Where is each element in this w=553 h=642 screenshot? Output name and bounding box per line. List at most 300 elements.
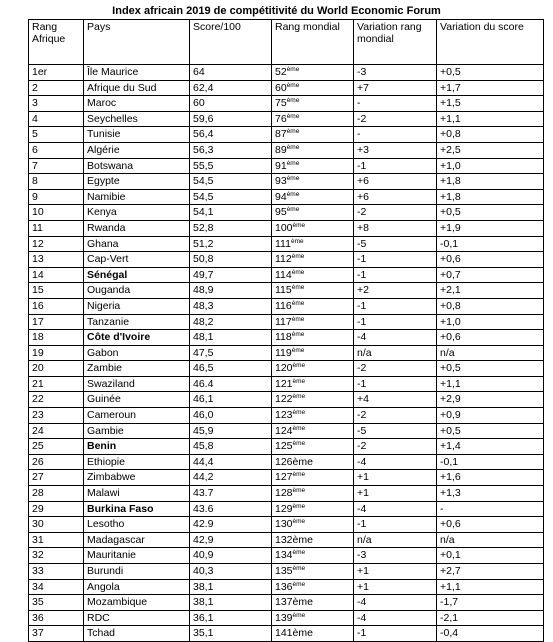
cell-rank-africa: 18 xyxy=(29,330,84,346)
table-row xyxy=(29,532,544,548)
world-rank-value: 60 xyxy=(275,81,287,94)
ordinal-suffix: ème xyxy=(291,299,305,307)
world-rank-value: 123 xyxy=(275,409,293,422)
cell-world-rank xyxy=(272,610,354,626)
cell-country: Cap-Vert xyxy=(84,252,190,268)
cell-country: Gabon xyxy=(84,345,190,361)
cell-score-change: +0,6 xyxy=(437,517,544,533)
world-rank-value: 75 xyxy=(275,97,287,110)
cell-country: Tanzanie xyxy=(84,314,190,330)
cell-country: Seychelles xyxy=(84,111,190,127)
world-rank-value: 132ème xyxy=(275,533,313,546)
cell-country: Île Maurice xyxy=(84,65,190,81)
cell-score: 56,3 xyxy=(190,142,272,158)
world-rank-value: 136 xyxy=(275,580,293,593)
cell-country: Zimbabwe xyxy=(84,470,190,486)
ordinal-suffix: ème xyxy=(286,97,300,105)
table-row xyxy=(29,626,544,642)
ordinal-suffix: ème xyxy=(286,175,300,183)
ordinal-suffix: ème xyxy=(292,440,306,448)
cell-rank-africa: 23 xyxy=(29,408,84,424)
cell-country: Maroc xyxy=(84,96,190,112)
world-rank-value: 112 xyxy=(275,253,292,266)
table-row xyxy=(29,158,544,174)
table-row xyxy=(29,376,544,392)
cell-country: Ethiopie xyxy=(84,454,190,470)
cell-world-rank-change: n/a xyxy=(354,532,437,548)
world-rank-value: 89 xyxy=(275,143,287,156)
cell-score: 56,4 xyxy=(190,127,272,143)
world-rank-value: 121 xyxy=(275,377,293,390)
table-row xyxy=(29,174,544,190)
cell-country: Burundi xyxy=(84,564,190,580)
cell-score-change: +1,5 xyxy=(437,96,544,112)
cell-score: 51,2 xyxy=(190,236,272,252)
cell-score-change: +0,5 xyxy=(437,205,544,221)
world-rank-value: 125 xyxy=(275,440,293,453)
world-rank-value: 130 xyxy=(275,518,293,531)
table-row xyxy=(29,236,544,252)
table-row xyxy=(29,142,544,158)
world-rank-value: 111 xyxy=(275,237,291,250)
cell-score: 52,8 xyxy=(190,220,272,236)
cell-world-rank xyxy=(272,439,354,455)
world-rank-value: 87 xyxy=(275,128,287,141)
cell-country: Mauritanie xyxy=(84,548,190,564)
table-title: Index africain 2019 de compétitivité du World Economic Forum xyxy=(112,5,441,17)
cell-score-change: +1,8 xyxy=(437,189,544,205)
cell-country: Sénégal xyxy=(84,267,190,283)
cell-world-rank xyxy=(272,65,354,81)
cell-world-rank xyxy=(272,252,354,268)
cell-world-rank xyxy=(272,298,354,314)
world-rank-value: 126ème xyxy=(275,455,313,468)
cell-score-change: +0,8 xyxy=(437,298,544,314)
header-row xyxy=(29,20,544,65)
cell-world-rank xyxy=(272,189,354,205)
table-row xyxy=(29,564,544,580)
cell-country: Benin xyxy=(84,439,190,455)
cell-world-rank-change: +6 xyxy=(354,189,437,205)
table-row xyxy=(29,470,544,486)
cell-world-rank-change: -1 xyxy=(354,376,437,392)
cell-score: 59,6 xyxy=(190,111,272,127)
cell-score: 62,4 xyxy=(190,80,272,96)
cell-score-change: +2,9 xyxy=(437,392,544,408)
ordinal-suffix: ème xyxy=(292,502,306,510)
table-row xyxy=(29,314,544,330)
world-rank-value: 129 xyxy=(275,502,293,515)
cell-score: 55,5 xyxy=(190,158,272,174)
cell-country: Côte d'Ivoire xyxy=(84,330,190,346)
cell-score-change: -2,1 xyxy=(437,610,544,626)
cell-world-rank xyxy=(272,517,354,533)
cell-score: 46.4 xyxy=(190,376,272,392)
cell-score-change: +1,7 xyxy=(437,80,544,96)
ordinal-suffix: ème xyxy=(291,253,305,261)
cell-rank-africa: 9 xyxy=(29,189,84,205)
cell-world-rank-change: -4 xyxy=(354,330,437,346)
ordinal-suffix: ème xyxy=(286,159,300,167)
cell-world-rank xyxy=(272,579,354,595)
cell-country: Egypte xyxy=(84,174,190,190)
world-rank-value: 76 xyxy=(275,112,287,125)
cell-world-rank-change: -3 xyxy=(354,65,437,81)
world-rank-value: 118 xyxy=(275,331,292,344)
cell-score-change: +1,0 xyxy=(437,158,544,174)
cell-score: 42,9 xyxy=(190,532,272,548)
cell-score-change: +1,4 xyxy=(437,439,544,455)
cell-world-rank xyxy=(272,376,354,392)
cell-world-rank-change: +1 xyxy=(354,470,437,486)
cell-rank-africa: 7 xyxy=(29,158,84,174)
cell-score-change: +1,1 xyxy=(437,111,544,127)
cell-world-rank xyxy=(272,127,354,143)
header-country: Pays xyxy=(84,20,190,65)
cell-rank-africa: 1er xyxy=(29,65,84,81)
ordinal-suffix: ème xyxy=(292,377,306,385)
cell-score: 42.9 xyxy=(190,517,272,533)
cell-world-rank-change: n/a xyxy=(354,345,437,361)
cell-score-change: -0,1 xyxy=(437,236,544,252)
cell-score: 46,1 xyxy=(190,392,272,408)
table-row xyxy=(29,501,544,517)
world-rank-value: 120 xyxy=(275,362,293,375)
cell-rank-africa: 35 xyxy=(29,595,84,611)
cell-world-rank xyxy=(272,236,354,252)
cell-rank-africa: 20 xyxy=(29,361,84,377)
cell-world-rank xyxy=(272,267,354,283)
ordinal-suffix: ème xyxy=(292,393,306,401)
cell-country: Madagascar xyxy=(84,532,190,548)
cell-score: 45,8 xyxy=(190,439,272,455)
cell-world-rank-change: +8 xyxy=(354,220,437,236)
cell-world-rank xyxy=(272,454,354,470)
table-row xyxy=(29,345,544,361)
cell-world-rank-change: -2 xyxy=(354,361,437,377)
cell-score-change: +0,6 xyxy=(437,252,544,268)
cell-world-rank xyxy=(272,283,354,299)
cell-score: 47,5 xyxy=(190,345,272,361)
cell-rank-africa: 2 xyxy=(29,80,84,96)
world-rank-value: 114 xyxy=(275,268,292,281)
header-score-change: Variation du score xyxy=(437,20,544,65)
cell-world-rank xyxy=(272,392,354,408)
world-rank-value: 91 xyxy=(275,159,287,172)
ordinal-suffix: ème xyxy=(286,206,300,214)
cell-country: Namibie xyxy=(84,189,190,205)
world-rank-value: 135 xyxy=(275,565,293,577)
cell-country: Angola xyxy=(84,579,190,595)
cell-country: Rwanda xyxy=(84,220,190,236)
ordinal-suffix: ème xyxy=(291,315,305,323)
cell-score-change: +0,5 xyxy=(437,423,544,439)
cell-country: Algérie xyxy=(84,142,190,158)
cell-world-rank-change: -4 xyxy=(354,454,437,470)
world-rank-value: 141ème xyxy=(275,627,313,640)
cell-country: Lesotho xyxy=(84,517,190,533)
cell-rank-africa: 34 xyxy=(29,579,84,595)
ordinal-suffix: ème xyxy=(291,268,305,276)
cell-score: 48,3 xyxy=(190,298,272,314)
table-row xyxy=(29,127,544,143)
cell-world-rank-change: -1 xyxy=(354,252,437,268)
cell-score-change: +2,5 xyxy=(437,142,544,158)
cell-country: Malawi xyxy=(84,486,190,502)
table-row xyxy=(29,298,544,314)
ordinal-suffix: ème xyxy=(292,221,306,229)
cell-world-rank-change: - xyxy=(354,96,437,112)
cell-world-rank xyxy=(272,423,354,439)
cell-world-rank-change: +1 xyxy=(354,579,437,595)
ordinal-suffix: ème xyxy=(292,409,306,417)
cell-rank-africa: 29 xyxy=(29,501,84,517)
cell-score-change: +0,5 xyxy=(437,361,544,377)
table-row xyxy=(29,548,544,564)
cell-rank-africa: 30 xyxy=(29,517,84,533)
cell-score: 43.6 xyxy=(190,501,272,517)
cell-score: 43.7 xyxy=(190,486,272,502)
cell-rank-africa: 13 xyxy=(29,252,84,268)
cell-country: Mozambique xyxy=(84,595,190,611)
world-rank-value: 116 xyxy=(275,299,292,312)
table-row xyxy=(29,96,544,112)
cell-rank-africa: 21 xyxy=(29,376,84,392)
cell-score-change: +0,5 xyxy=(437,65,544,81)
cell-world-rank xyxy=(272,532,354,548)
cell-score-change: +2,7 xyxy=(437,564,544,580)
table-row xyxy=(29,283,544,299)
cell-world-rank xyxy=(272,330,354,346)
ordinal-suffix: ème xyxy=(292,565,306,572)
cell-world-rank xyxy=(272,345,354,361)
ordinal-suffix: ème xyxy=(292,580,306,588)
cell-score: 48,9 xyxy=(190,283,272,299)
cell-world-rank-change: -4 xyxy=(354,610,437,626)
cell-country: Gambie xyxy=(84,423,190,439)
table-row xyxy=(29,439,544,455)
world-rank-value: 137ème xyxy=(275,596,313,609)
cell-rank-africa: 22 xyxy=(29,392,84,408)
table-row xyxy=(29,517,544,533)
cell-world-rank-change: -1 xyxy=(354,517,437,533)
cell-score-change: +0,6 xyxy=(437,330,544,346)
table-row xyxy=(29,423,544,439)
world-rank-value: 52 xyxy=(275,66,287,78)
cell-country: Guinée xyxy=(84,392,190,408)
cell-score: 38,1 xyxy=(190,595,272,611)
cell-world-rank xyxy=(272,220,354,236)
cell-country: Tunisie xyxy=(84,127,190,143)
table-row xyxy=(29,392,544,408)
cell-score: 44,2 xyxy=(190,470,272,486)
ordinal-suffix: ème xyxy=(292,611,306,619)
cell-score-change: +1,9 xyxy=(437,220,544,236)
cell-world-rank xyxy=(272,548,354,564)
cell-rank-africa: 19 xyxy=(29,345,84,361)
cell-score-change: -1,7 xyxy=(437,595,544,611)
cell-score-change: n/a xyxy=(437,532,544,548)
cell-score-change: +1,3 xyxy=(437,486,544,502)
cell-world-rank-change: -3 xyxy=(354,548,437,564)
cell-world-rank xyxy=(272,80,354,96)
ordinal-suffix: ème xyxy=(290,237,304,245)
cell-country: RDC xyxy=(84,610,190,626)
ordinal-suffix: ème xyxy=(286,128,300,136)
cell-rank-africa: 32 xyxy=(29,548,84,564)
cell-world-rank xyxy=(272,96,354,112)
ordinal-suffix: ème xyxy=(292,549,306,557)
cell-world-rank xyxy=(272,142,354,158)
cell-world-rank-change: -2 xyxy=(354,408,437,424)
cell-score: 54,5 xyxy=(190,189,272,205)
cell-world-rank xyxy=(272,470,354,486)
cell-world-rank xyxy=(272,158,354,174)
cell-rank-africa: 27 xyxy=(29,470,84,486)
table-row xyxy=(29,220,544,236)
table-row xyxy=(29,189,544,205)
cell-world-rank xyxy=(272,361,354,377)
cell-world-rank xyxy=(272,174,354,190)
cell-country: Ghana xyxy=(84,236,190,252)
cell-score: 35,1 xyxy=(190,626,272,642)
cell-score-change: n/a xyxy=(437,345,544,361)
ordinal-suffix: ème xyxy=(286,81,300,89)
table-row xyxy=(29,111,544,127)
world-rank-value: 139 xyxy=(275,611,293,624)
ordinal-suffix: ème xyxy=(292,471,306,479)
cell-rank-africa: 15 xyxy=(29,283,84,299)
header-world-rank-change: Variation rang mondial xyxy=(354,20,437,65)
cell-world-rank-change: +1 xyxy=(354,564,437,580)
cell-world-rank-change: -5 xyxy=(354,236,437,252)
cell-world-rank-change: -1 xyxy=(354,298,437,314)
cell-rank-africa: 24 xyxy=(29,423,84,439)
cell-score: 45,9 xyxy=(190,423,272,439)
world-rank-value: 93 xyxy=(275,175,287,188)
world-rank-value: 124 xyxy=(275,424,293,437)
cell-world-rank-change: -2 xyxy=(354,205,437,221)
ordinal-suffix: ème xyxy=(292,362,306,370)
cell-rank-africa: 5 xyxy=(29,127,84,143)
cell-rank-africa: 37 xyxy=(29,626,84,642)
ordinal-suffix: ème xyxy=(292,518,306,526)
cell-country: Cameroun xyxy=(84,408,190,424)
world-rank-value: 122 xyxy=(275,393,293,406)
ordinal-suffix: ème xyxy=(292,487,306,495)
cell-score-change: +1,0 xyxy=(437,314,544,330)
cell-world-rank-change: -1 xyxy=(354,314,437,330)
world-rank-value: 134 xyxy=(275,549,293,562)
cell-score: 40,3 xyxy=(190,564,272,580)
cell-score: 46,5 xyxy=(190,361,272,377)
cell-rank-africa: 3 xyxy=(29,96,84,112)
cell-world-rank-change: -5 xyxy=(354,423,437,439)
cell-world-rank xyxy=(272,314,354,330)
ordinal-suffix: ème xyxy=(286,112,300,120)
cell-world-rank-change: -4 xyxy=(354,595,437,611)
cell-rank-africa: 4 xyxy=(29,111,84,127)
cell-score-change: +2,1 xyxy=(437,283,544,299)
cell-score-change: -0,1 xyxy=(437,454,544,470)
cell-rank-africa: 14 xyxy=(29,267,84,283)
world-rank-value: 115 xyxy=(275,284,292,297)
cell-world-rank-change: +7 xyxy=(354,80,437,96)
cell-world-rank-change: -1 xyxy=(354,626,437,642)
cell-rank-africa: 36 xyxy=(29,610,84,626)
table-row xyxy=(29,610,544,626)
cell-world-rank-change: +6 xyxy=(354,174,437,190)
cell-score: 40,9 xyxy=(190,548,272,564)
table-row xyxy=(29,267,544,283)
cell-country: Afrique du Sud xyxy=(84,80,190,96)
cell-score: 49,7 xyxy=(190,267,272,283)
cell-world-rank-change: -1 xyxy=(354,158,437,174)
cell-rank-africa: 6 xyxy=(29,142,84,158)
cell-score: 36,1 xyxy=(190,610,272,626)
ordinal-suffix: ème xyxy=(286,143,300,151)
table-row xyxy=(29,486,544,502)
cell-world-rank xyxy=(272,205,354,221)
cell-rank-africa: 28 xyxy=(29,486,84,502)
cell-score-change: +1,6 xyxy=(437,470,544,486)
table-row xyxy=(29,361,544,377)
cell-world-rank xyxy=(272,486,354,502)
cell-world-rank xyxy=(272,501,354,517)
cell-rank-africa: 25 xyxy=(29,439,84,455)
world-rank-value: 127 xyxy=(275,471,293,484)
cell-score: 44,4 xyxy=(190,454,272,470)
ordinal-suffix: ème xyxy=(286,66,300,73)
table-row xyxy=(29,408,544,424)
cell-world-rank-change: -2 xyxy=(354,111,437,127)
ordinal-suffix: ème xyxy=(286,190,300,198)
cell-world-rank-change: -1 xyxy=(354,267,437,283)
cell-country: Zambie xyxy=(84,361,190,377)
cell-score-change: +1,1 xyxy=(437,579,544,595)
cell-world-rank-change: +3 xyxy=(354,142,437,158)
competitiveness-table xyxy=(28,19,544,642)
cell-rank-africa: 8 xyxy=(29,174,84,190)
cell-score-change: -0,4 xyxy=(437,626,544,642)
cell-country: Nigeria xyxy=(84,298,190,314)
ordinal-suffix: ème xyxy=(291,284,305,292)
table-row xyxy=(29,205,544,221)
cell-rank-africa: 31 xyxy=(29,532,84,548)
cell-world-rank xyxy=(272,595,354,611)
cell-rank-africa: 26 xyxy=(29,454,84,470)
world-rank-value: 128 xyxy=(275,487,293,500)
world-rank-value: 94 xyxy=(275,190,287,203)
cell-score-change: - xyxy=(437,501,544,517)
table-row xyxy=(29,595,544,611)
cell-world-rank-change: -2 xyxy=(354,439,437,455)
cell-rank-africa: 12 xyxy=(29,236,84,252)
ordinal-suffix: ème xyxy=(291,346,305,354)
cell-country: Swaziland xyxy=(84,376,190,392)
table-row xyxy=(29,252,544,268)
cell-score: 64 xyxy=(190,65,272,81)
table-row xyxy=(29,579,544,595)
cell-rank-africa: 33 xyxy=(29,564,84,580)
cell-score-change: +0,9 xyxy=(437,408,544,424)
cell-rank-africa: 17 xyxy=(29,314,84,330)
ordinal-suffix: ème xyxy=(292,424,306,432)
cell-world-rank xyxy=(272,564,354,580)
table-row xyxy=(29,80,544,96)
cell-score: 48,2 xyxy=(190,314,272,330)
cell-world-rank-change: +1 xyxy=(354,486,437,502)
